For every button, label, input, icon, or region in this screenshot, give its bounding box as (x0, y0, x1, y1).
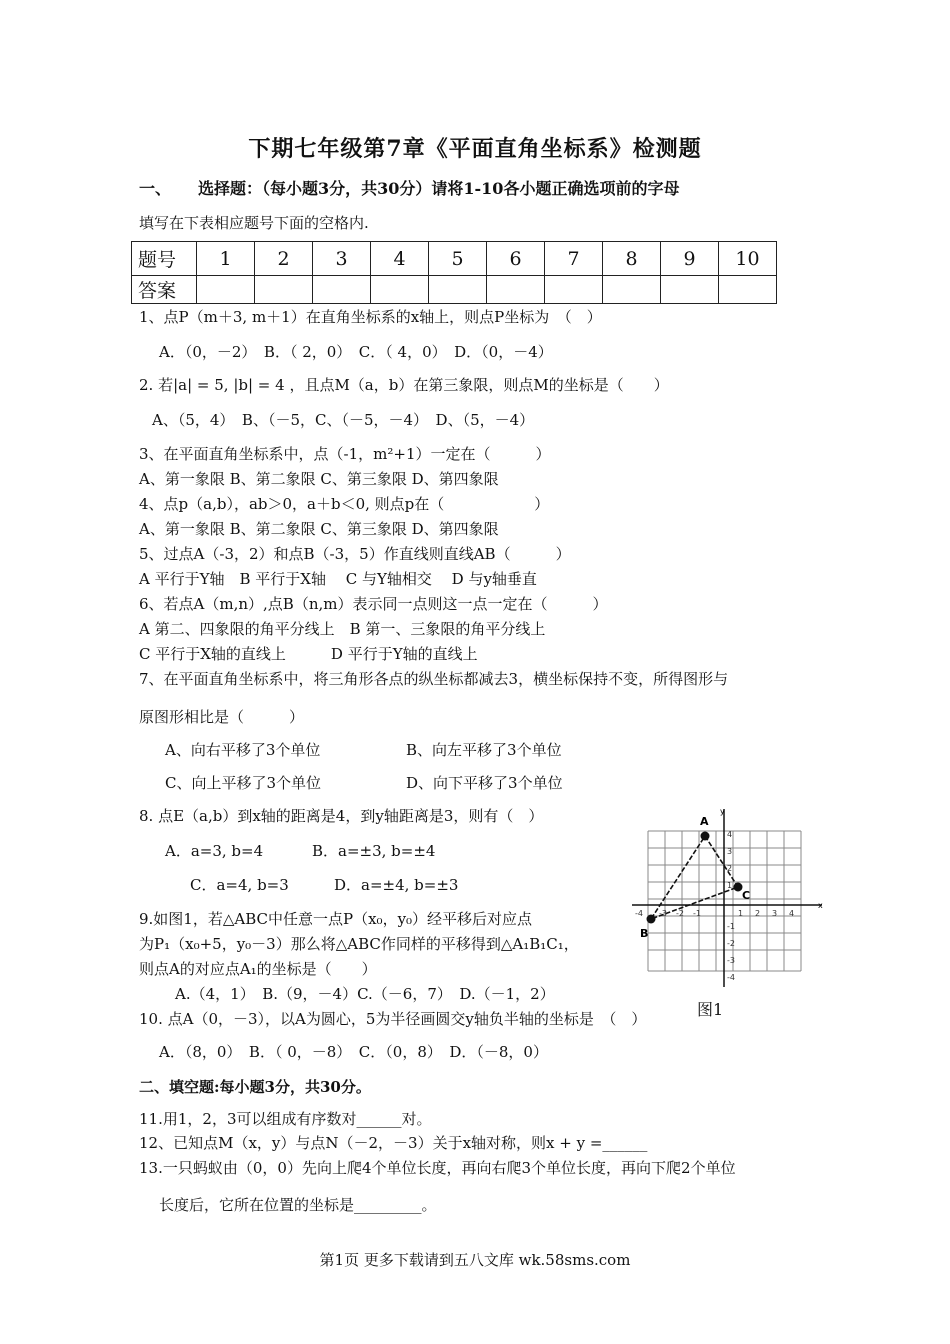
label-a: A (700, 815, 709, 828)
q8-option-a: A．a=3, b=4 (165, 842, 264, 860)
q7-option-b: B、向左平移了3个单位 (406, 741, 562, 759)
q9-line-2: 为P₁（x₀+5，y₀－3）那么将△ABC作同样的平移得到△A₁B₁C₁， (139, 935, 579, 953)
point-b (647, 915, 656, 924)
x-tick: -3 (659, 909, 667, 918)
y-tick: 1 (727, 881, 733, 890)
answer-table-number: 7 (545, 242, 603, 276)
q7-option-d: D、向下平移了3个单位 (406, 774, 563, 792)
page-footer: 第1页 更多下载请到五八文库 wk.58sms.com (319, 1251, 631, 1269)
answer-cell[interactable] (661, 276, 719, 304)
section2-heading: 二、填空题:每小题3分，共30分。 (139, 1078, 371, 1096)
q6-text: 6、若点A（m,n）,点B（n,m）表示同一点则这一点一定在（ ） (139, 595, 608, 613)
q5-options: A 平行于Y轴 B 平行于X轴 C 与Y轴相交 D 与y轴垂直 (139, 570, 537, 588)
q12-text: 12、已知点M（x，y）与点N（－2，－3）关于x轴对称，则x + y =______ (139, 1134, 648, 1152)
label-b: B (640, 927, 649, 940)
y-tick: -4 (727, 973, 735, 982)
q8-text: 8. 点E（a,b）到x轴的距离是4，到y轴距离是3，则有（ ） (139, 807, 544, 825)
answer-table-number: 8 (603, 242, 661, 276)
x-tick: 2 (755, 909, 761, 918)
x-tick: 4 (789, 909, 795, 918)
answer-cell[interactable] (719, 276, 777, 304)
answer-cell[interactable] (197, 276, 255, 304)
page-title: 下期七年级第7章《平面直角坐标系》检测题 (248, 136, 702, 162)
answer-cell[interactable] (255, 276, 313, 304)
section1-heading: 选择题：（每小题3分，共30分）请将1-10各小题正确选项前的字母 (198, 179, 680, 198)
q13-text: 13.一只蚂蚁由（0，0）先向上爬4个单位长度，再向右爬3个单位长度，再向下爬2个单位 (139, 1159, 736, 1177)
q6-options-1: A 第二、四象限的角平分线上 B 第一、三象限的角平分线上 (139, 620, 546, 638)
answer-table-number: 10 (719, 242, 777, 276)
y-tick: 4 (727, 830, 733, 839)
label-x: x (818, 901, 823, 910)
y-tick: -3 (727, 956, 735, 965)
answer-table-header-label: 题号 (132, 242, 197, 276)
point-a (701, 832, 710, 841)
q9-line-3: 则点A的对应点A₁的坐标是（ ） (139, 960, 377, 978)
q5-text: 5、过点A（-3，2）和点B（-3，5）作直线则直线AB（ ） (139, 545, 571, 563)
answer-table-number: 4 (371, 242, 429, 276)
x-tick: -1 (693, 909, 701, 918)
q8-option-d: D．a=±4, b=±3 (334, 876, 459, 894)
q7-option-c: C、向上平移了3个单位 (165, 774, 322, 792)
q8-option-b: B．a=±3, b=±4 (312, 842, 436, 860)
section1-number: 一、 (139, 179, 172, 198)
answer-cell[interactable] (487, 276, 545, 304)
answer-cell[interactable] (371, 276, 429, 304)
answer-table-number: 5 (429, 242, 487, 276)
answer-cell[interactable] (429, 276, 487, 304)
q6-options-2: C 平行于X轴的直线上 D 平行于Y轴的直线上 (139, 645, 478, 663)
answer-table-number: 1 (197, 242, 255, 276)
x-tick: -4 (635, 909, 643, 918)
q1-text: 1、点P（m＋3, m＋1）在直角坐标系的x轴上，则点P坐标为 （ ） (139, 308, 602, 326)
answer-table-answer-label: 答案 (132, 276, 197, 304)
answer-table-number: 2 (255, 242, 313, 276)
q8-option-c: C．a=4, b=3 (190, 876, 289, 894)
x-tick: -2 (676, 909, 684, 918)
y-tick: 3 (727, 847, 733, 856)
q10-text: 10. 点A（0，－3），以A为圆心，5为半径画圆交y轴负半轴的坐标是 （ ） (139, 1010, 647, 1028)
q4-options: A、第一象限 B、第二象限 C、第三象限 D、第四象限 (139, 520, 499, 538)
answer-cell[interactable] (545, 276, 603, 304)
q10-options: A．（8，0） B．（ 0，－8） C．（0，8） D．（－8，0） (159, 1043, 548, 1061)
x-tick: 1 (738, 909, 744, 918)
q7-text-2: 原图形相比是（ ） (139, 708, 305, 726)
q7-option-a: A、向右平移了3个单位 (165, 741, 321, 759)
q9-line-1: 9.如图1，若△ABC中任意一点P（x₀，y₀）经平移后对应点 (139, 910, 533, 928)
answer-table-number: 6 (487, 242, 545, 276)
section1-instruction: 填写在下表相应题号下面的空格内. (139, 214, 369, 232)
answer-table (131, 241, 777, 304)
label-y: y (720, 807, 725, 816)
answer-cell[interactable] (313, 276, 371, 304)
q7-text: 7、在平面直角坐标系中，将三角形各点的纵坐标都减去3，横坐标保持不变，所得图形与 (139, 670, 729, 688)
answer-cell[interactable] (603, 276, 661, 304)
label-c: C (742, 889, 751, 902)
q13-text-2: 长度后，它所在位置的坐标是_________。 (159, 1196, 437, 1214)
y-tick: -2 (727, 939, 735, 948)
q3-text: 3、在平面直角坐标系中，点（-1，m²+1）一定在（ ） (139, 445, 551, 463)
q4-text: 4、点p（a,b），ab＞0，a＋b＜0, 则点p在（ ） (139, 495, 550, 513)
y-tick: 2 (727, 864, 733, 873)
q9-options: A.（4，1） B.（9，－4）C.（－6，7） D.（－1，2） (175, 985, 555, 1003)
q3-options: A、第一象限 B、第二象限 C、第三象限 D、第四象限 (139, 470, 499, 488)
q1-options: A．（0，－2） B．（ 2，0） C．（ 4，0） D．（0，－4） (159, 343, 553, 361)
x-tick: 3 (772, 909, 778, 918)
q11-text: 11.用1，2，3可以组成有序数对______对。 (139, 1110, 432, 1128)
figure-caption: 图1 (697, 1000, 724, 1019)
answer-table-number: 3 (313, 242, 371, 276)
answer-table-number: 9 (661, 242, 719, 276)
q2-options: A、（5，4） B、（－5，C、（－5，－4） D、（5，－4） (152, 411, 535, 429)
q2-text: 2. 若|a| = 5, |b| = 4 ，且点M（a，b）在第三象限，则点M的坐标是（ ） (139, 376, 669, 394)
coordinate-figure (628, 805, 828, 1000)
y-tick: -1 (727, 922, 735, 931)
